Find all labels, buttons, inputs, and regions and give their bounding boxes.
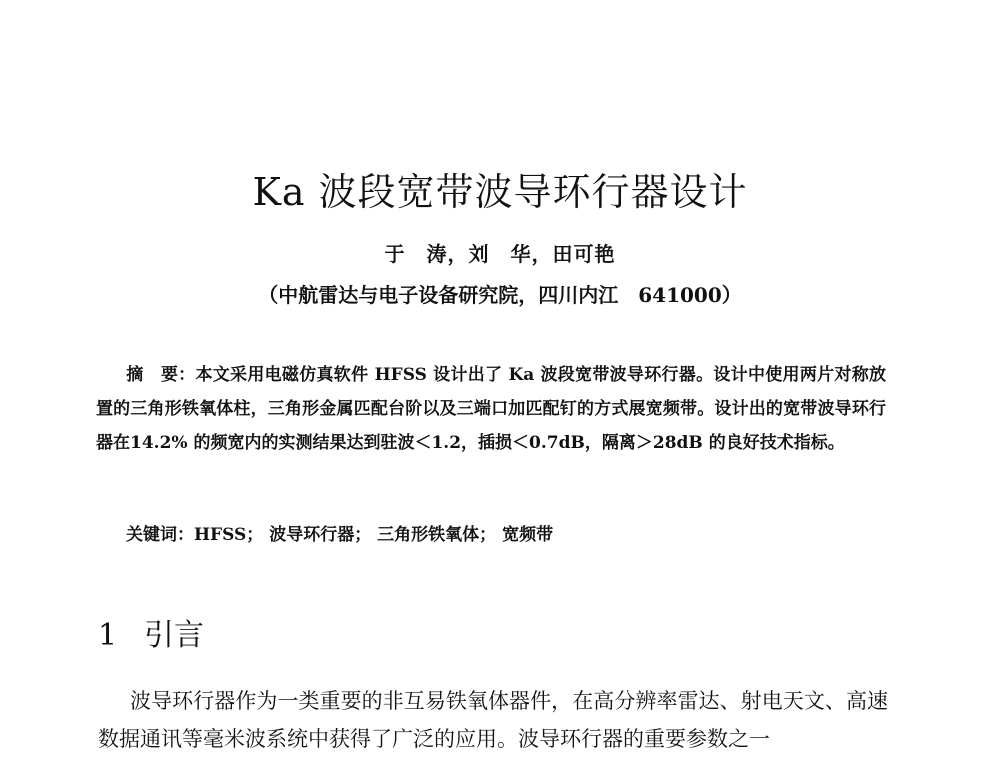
abstract-block: [96, 358, 886, 460]
abstract-text: 本文采用电磁仿真软件 HFSS 设计出了 Ka 波段宽带波导环行器。设计中使用两片对称放置的三角形铁氧体柱，三角形金属匹配台阶以及三端口加匹配钉的方式展宽频带。设计出的宽带波导环行器在14.2% 的频宽内的实测结果达到驻波＜1.2，插损＜0.7dB，隔离＞28dB 的良好技术指标。: [96, 365, 887, 453]
keywords-block: [126, 520, 553, 550]
keywords-label: 关键词：: [126, 525, 194, 545]
paper-affiliation: （中航雷达与电子设备研究院，四川内江 641000）: [258, 283, 742, 307]
section-title: 引言: [144, 618, 204, 653]
section-body: [98, 682, 888, 758]
paper-authors: 于 涛，刘 华，田可艳: [384, 242, 616, 266]
section-heading: [98, 616, 204, 656]
abstract-label: 摘 要：: [126, 365, 196, 385]
section-number: 1: [98, 618, 118, 653]
keywords-text: HFSS； 波导环行器； 三角形铁氧体； 宽频带: [194, 525, 554, 545]
section-body-text: 波导环行器作为一类重要的非互易铁氧体器件，在高分辨率雷达、射电天文、高速数据通讯等毫米波系统中获得了广泛的应用。波导环行器的重要参数之一: [98, 689, 888, 751]
paper-title: Ka 波段宽带波导环行器设计: [252, 170, 748, 214]
